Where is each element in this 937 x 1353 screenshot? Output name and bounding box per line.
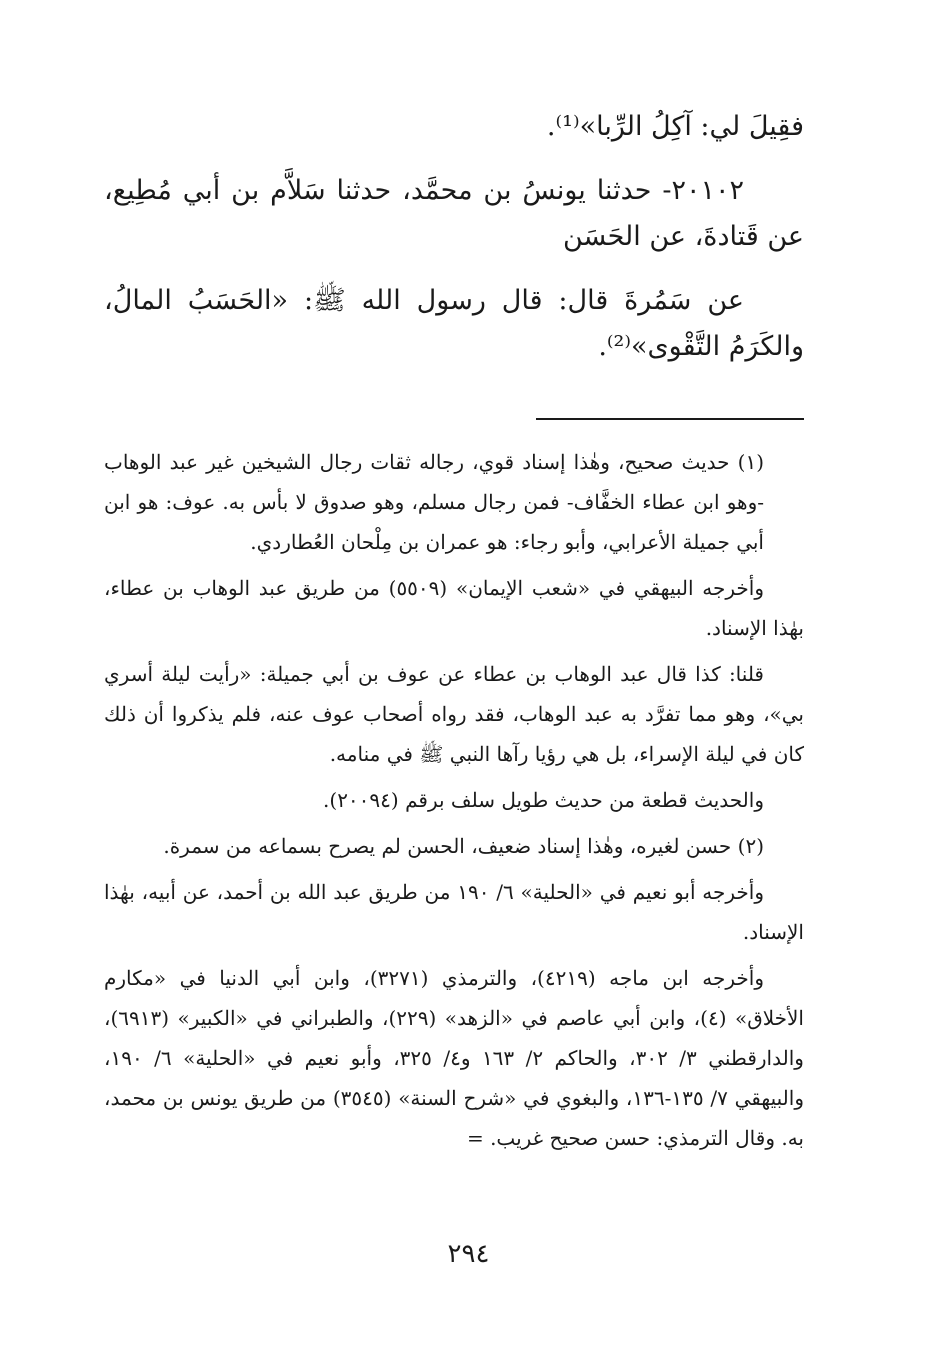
main-paragraph-1: فقِيلَ لي: آكِلُ الرِّبا»⁽¹⁾. — [546, 111, 804, 142]
main-text — [104, 104, 804, 388]
footnote-2-paragraph-2: وأخرجه أبو نعيم في «الحلية» ٦/ ١٩٠ من طريق عبد الله بن أحمد، عن أبيه، بهٰذا الإسناد. — [104, 880, 804, 944]
footnote-1-paragraph-3: قلنا: كذا قال عبد الوهاب بن عطاء عن عوف بن أبي جميلة: «رأيت ليلة أسري بي»، وهو مما تفرَّد به عبد الوهاب، فقد رواه أصحاب عوف عنه، فلم يذكروا أن ذلك كان في ليلة الإسراء، بل هي رؤيا رآها النبي ﷺ في منامه. — [104, 662, 804, 766]
page-number: ٢٩٤ — [447, 1239, 490, 1269]
footnote-1-paragraph-4: والحديث قطعة من حديث طويل سلف برقم (٢٠٠٩٤). — [323, 788, 764, 812]
footnotes — [104, 442, 804, 1164]
hadith-chain: ٢٠١٠٢- حدثنا يونسُ بن محمَّد، حدثنا سَلاَّم بن أبي مُطِيع، عن قَتادةَ، عن الحَسَن — [104, 175, 804, 252]
footnote-2: (٢) حسن لغيره، وهٰذا إسناد ضعيف، الحسن لم يصرح بسماعه من سمرة. — [163, 834, 764, 858]
footnote-1: (١) حديث صحيح، وهٰذا إسناد قوي، رجاله ثقات رجال الشيخين غير عبد الوهاب -وهو ابن عطاء الخفَّاف- فمن رجال مسلم، وهو صدوق لا بأس به. عوف: هو ابن أبي جميلة الأعرابي، وأبو رجاء: هو عمران بن مِلْحان العُطاردي. — [104, 450, 764, 554]
footnote-separator — [536, 418, 804, 420]
hadith-text: عن سَمُرةَ قال: قال رسول الله ﷺ: «الحَسَبُ المالُ، والكَرَمُ التَّقْوى»⁽²⁾. — [104, 285, 804, 362]
footnote-1-paragraph-2: وأخرجه البيهقي في «شعب الإيمان» (٥٥٠٩) من طريق عبد الوهاب بن عطاء، بهٰذا الإسناد. — [104, 576, 804, 640]
footnote-2-paragraph-3: وأخرجه ابن ماجه (٤٢١٩)، والترمذي (٣٢٧١)، وابن أبي الدنيا في «مكارم الأخلاق» (٤)، وابن أبي عاصم في «الزهد» (٢٢٩)، والطبراني في «الكبير» (٦٩١٣)، والدارقطني ٣/ ٣٠٢، والحاكم ٢/ ١٦٣ و٤/ ٣٢٥، وأبو نعيم في «الحلية» ٦/ ١٩٠، والبيهقي ٧/ ١٣٥-١٣٦، والبغوي في «شرح السنة» (٣٥٤٥) من طريق يونس بن محمد، به. وقال الترمذي: حسن صحيح غريب. = — [104, 966, 804, 1150]
